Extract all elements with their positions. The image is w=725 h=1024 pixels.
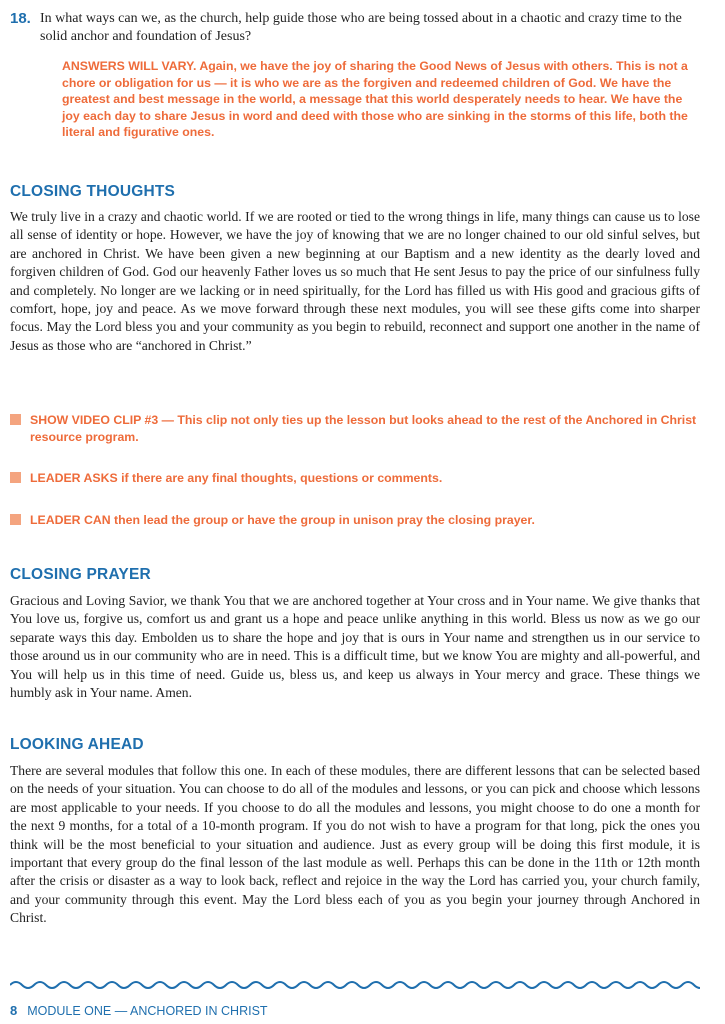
bullet-square-icon [10,414,21,425]
looking-ahead-body: There are several modules that follow this one. In each of these modules, there are different lessons that can be selected based on the needs of your situation. You can choose to do all of the modules and lessons, or you can pick and choose which lessons are most applicable to your needs. If you choose to do all the modules and lessons, you might choose to do one a month for the next 9 months, for a total of a 10-month program. If you do not wish to have a program for that long, pick the ones you think will be the most beneficial to your situation and audience. Just as every group will be doing this first module, it is important that every group do the final lesson of the last module as well. Perhaps this can be done in the 11th or 12th month after the crisis or disaster as a way to look back, reflect and rejoice in the way the Lord has carried you, your church family, and your community through this event. May the Lord bless each of you as you begin your journey through Anchored in Christ. [10,763,700,926]
closing-prayer-heading: CLOSING PRAYER [10,566,151,583]
page-number: 8 [10,1003,18,1018]
bullet-square-icon [10,514,21,525]
question-text: In what ways can we, as the church, help guide those who are being tossed about in a chaotic and crazy time to the solid anchor and foundation of Jesus? [40,11,682,44]
question-number: 18. [10,10,31,27]
closing-prayer-body: Gracious and Loving Savior, we thank You that we are anchored together at Your cross and in Your name. We give thanks that You love us, forgive us, comfort us and grant us a hope and peace unlike anything in this world. Bless us now as we go our separate ways this day. Embolden us to share the hope and joy that is ours in Your name and strengthen us in our service to those around us in our community who are in need. This is a difficult time, but we know You are mighty and all-powerful, and You will help us in this time of need. Guide us, bless us, and keep us always in Your mercy and grace. These things we humbly ask in Your name. Amen. [10,593,700,701]
closing-thoughts-body: We truly live in a crazy and chaotic world. If we are rooted or tied to the wrong things in life, many things can cause us to lose all sense of identity or hope. However, we have the joy of knowing that we are no longer chained to our old sinful selves, but are anchored in Christ. We have been given a new beginning at our Baptism and a new identity as the dearly loved and forgiven children of God. God our heavenly Father loves us so much that He sent Jesus to pay the price of our sinfulness fully and completely. No longer are we lacking or in need spiritually, for the Lord has filled us with His good and gracious gifts of comfort, hope, joy and peace. As we move forward through these next modules, you will see these gifts come into sharper focus. May the Lord bless you and your community as you begin to rebuild, reconnect and support one another in the name of Jesus as those who are “anchored in Christ.” [10,209,700,353]
instruction-text: SHOW VIDEO CLIP #3 — This clip not only ties up the lesson but looks ahead to the rest of the Anchored in Christ resource program. [30,413,697,444]
instruction-text: LEADER ASKS if there are any final thoughts, questions or comments. [30,471,443,485]
bullet-square-icon [10,472,21,483]
closing-thoughts-heading: CLOSING THOUGHTS [10,183,176,200]
page-footer [10,1003,268,1018]
instruction-text: LEADER CAN then lead the group or have the group in unison pray the closing prayer. [30,513,535,527]
answer-text: ANSWERS WILL VARY. Again, we have the joy of sharing the Good News of Jesus with others. This is not a chore or obligation for us — it is who we are as the forgiven and redeemed children of God. We have the greatest and best message in the world, a message that this world desperately needs to hear. We have the joy each day to share Jesus in word and deed with those who are sinking in the storms of this life, both the literal and figurative ones. [62,59,688,139]
wave-divider-icon [10,978,700,992]
looking-ahead-heading: LOOKING AHEAD [10,736,144,753]
footer-title: MODULE ONE — ANCHORED IN CHRIST [27,1004,268,1018]
